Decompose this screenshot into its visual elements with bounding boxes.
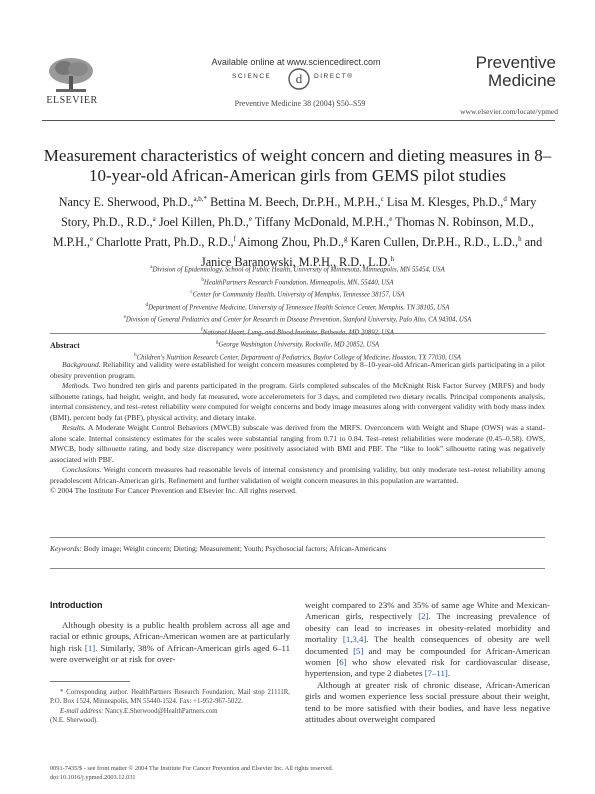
author-affiliation-marker: f	[233, 235, 236, 244]
affiliation-marker: b	[201, 277, 204, 283]
affiliation	[50, 301, 545, 314]
svg-text:d: d	[295, 71, 303, 86]
author: Aimong Zhou, Ph.D.,	[235, 235, 344, 250]
abstract-methods-label: Methods.	[62, 381, 91, 390]
reference-link[interactable]: [1,3,4]	[342, 634, 367, 645]
abstract-conclusions: Weight concern measures had reasonable levels of internal consistency and promising validity, but only moderate test–retest reliability among preadolescent African-American girls. Refinement and further validation of weight concern measures in this population are warranted.	[50, 465, 545, 485]
affiliation	[50, 313, 545, 326]
paper-title: Measurement characteristics of weight concern and dieting measures in 8–10-year-old African-American girls from GEMS pilot studies	[43, 146, 552, 185]
affiliation-marker: d	[145, 302, 149, 308]
abstract-copyright: © 2004 The Institute For Cancer Prevention and Elsevier Inc. All rights reserved.	[50, 486, 297, 495]
abstract-body	[50, 360, 545, 497]
section-heading-introduction: Introduction	[50, 600, 103, 610]
doi[interactable]: doi:10.1016/j.ypmed.2003.12.031	[50, 774, 136, 781]
affiliation-list	[50, 263, 545, 364]
affiliation-marker: c	[190, 290, 193, 296]
abstract-conclusions-label: Conclusions.	[62, 465, 102, 474]
intro-left-column	[50, 620, 290, 666]
intro-right-column	[305, 600, 550, 725]
author: Charlotte Pratt, Ph.D., R.D.,	[93, 235, 234, 250]
publisher-name: ELSEVIER	[46, 95, 98, 106]
keywords-label: Keywords:	[50, 544, 82, 553]
intro-text: . The increasing prevalence of obesity can lead to increases in obesity-related morbidity and mortality	[305, 611, 550, 645]
journal-logo-line2: Medicine	[487, 71, 556, 90]
intro-text: Although at greater risk of chronic disease, African-American girls and women experience less social pressure about their weight, tend to be more satisfied with their bodies, and have less negative attitudes about overweight compared	[305, 679, 550, 725]
author-affiliation-marker: e	[90, 235, 94, 244]
footnote-email-label: E-mail address:	[60, 707, 104, 715]
abstract-results-label: Results.	[62, 423, 86, 432]
footnote	[50, 688, 290, 726]
author: Nancy E. Sherwood, Ph.D.,	[58, 195, 194, 210]
intro-text: . The health consequences of obesity are well documented	[305, 634, 550, 656]
author-affiliation-marker: d	[503, 195, 507, 203]
intro-text: Although obesity is a public health problem across all age and racial or ethnic groups, African-American women are at particularly high risk	[50, 620, 290, 653]
keywords-bottom-rule	[50, 568, 545, 569]
reference-link[interactable]: [1]	[84, 642, 96, 653]
author: Tiffany McDonald, M.P.H.,	[251, 215, 390, 230]
affiliation	[50, 288, 545, 301]
affiliation-text: Department of Preventive Medicine, University of Tennessee Health Science Center, Memphis, TN 38105, USA	[148, 303, 450, 311]
sciencedirect-logo-right: DIRECT®	[314, 73, 354, 80]
author-affiliation-marker: h	[390, 255, 395, 264]
reference-link[interactable]: [7–11]	[424, 668, 448, 679]
front-matter-line: 0091-7435/$ - see front matter © 2004 The Institute For Cancer Prevention and Elsevier Inc. All rights reserved.	[50, 765, 334, 772]
journal-logo	[446, 54, 556, 94]
abstract-background: Reliability and validity were established for weight concern measures completed by 8–10-year-old African-American girls participating in a pilot obesity prevention program.	[50, 360, 545, 380]
footnote-rule	[50, 681, 130, 682]
abstract-results: A Moderate Weight Control Behaviors (MWCB) subscale was derived from the MRFS. Overconcern with Weight and Shape (OWS) was a stand-alone scale. Internal consistency estimates for the scales were substantial ranging from 0.71 to 0.84. Test–retest reliabilities were moderate (0.45–0.58). OWS, MWCB, body silhouette rating, and body size discrepancy were positively associated with BMI and PBF. The “like to look” silhouette rating was negatively associated with PBF.	[50, 423, 545, 464]
author-affiliation-marker: c	[380, 195, 384, 203]
front-matter-info	[50, 764, 550, 782]
affiliation-marker: h	[134, 352, 137, 358]
abstract-top-rule	[50, 333, 545, 334]
author-list	[50, 191, 545, 274]
author: Thomas N. Robinson, M.D., M.P.H.,	[52, 215, 534, 250]
reference-link[interactable]: [6]	[336, 657, 347, 668]
affiliation-marker: a	[150, 265, 153, 270]
abstract-methods: Two hundred ten girls and parents participated in the program. Girls completed subscales of the McKnight Risk Factor Survey (MRFS) and body silhouette ratings, had height, weight, and body fat measured, wore accelerometers for 3 days, and completed two dietary recalls. Principal components analysis, internal consistency, and test–retest reliability were computed for weight concerns and body image measures along with convergent validity with body mass index (BMI), percent body fat (PBF), physical activity, and dietary intake.	[50, 381, 545, 422]
reference-link[interactable]: [5]	[353, 645, 364, 656]
sciencedirect-logo-left: SCIENCE	[232, 73, 272, 80]
author-affiliation-marker: g	[343, 235, 348, 244]
author-affiliation-marker: a	[152, 215, 156, 224]
elsevier-tree-logo	[42, 56, 100, 94]
affiliation-text: Children's Nutrition Research Center, Department of Pediatrics, Baylor College of Medicine, Houston, TX 77030, USA	[136, 354, 461, 362]
intro-text: . Similarly, 38% of African-American girls aged 6–11 were overweight or at risk for over-	[50, 642, 290, 665]
author-affiliation-marker: h	[518, 235, 522, 244]
intro-text: and may be compounded for African-American women	[305, 645, 550, 668]
intro-text: who show elevated risk for cardiovascular disease, hypertension, and type 2 diabetes	[305, 657, 550, 679]
intro-text: .	[447, 668, 451, 679]
reference-link[interactable]: [2]	[418, 611, 429, 622]
journal-logo-line1: Preventive	[475, 53, 556, 72]
sciencedirect-availability: Available online at www.sciencedirect.com	[211, 57, 381, 67]
journal-url[interactable]: www.elsevier.com/locate/ypmed	[460, 107, 558, 116]
abstract-bottom-rule	[50, 537, 545, 538]
affiliation-marker: f	[201, 327, 203, 333]
author-affiliation-marker: a,b,*	[193, 195, 208, 203]
author: Bettina M. Beech, Dr.P.H., M.P.H.,	[207, 195, 381, 210]
affiliation-marker: e	[123, 315, 126, 321]
keywords	[50, 544, 545, 553]
intro-text: weight compared to 23% and 35% of same age White and Mexican-American girls, respectively	[305, 600, 550, 622]
affiliation	[50, 276, 545, 289]
affiliation-text: Division of General Pediatrics and Center for Research in Disease Prevention, Stanford University, Palo Alto, CA 94304, USA	[125, 316, 472, 324]
abstract-heading: Abstract	[50, 341, 80, 350]
author: Joel Killen, Ph.D.,	[155, 215, 249, 230]
journal-citation: Preventive Medicine 38 (2004) S50–S59	[234, 99, 366, 108]
affiliation-marker: g	[215, 340, 219, 346]
author: Lisa M. Klesges, Ph.D.,	[383, 195, 504, 210]
abstract-background-label: Background.	[62, 360, 101, 369]
header-rule	[42, 120, 555, 121]
affiliation-text: Center for Community Health, University of Memphis, Tennessee 38157, USA	[192, 291, 405, 299]
author: and Janice Baranowski, M.P.H., R.D., L.D.	[200, 235, 543, 270]
author-affiliation-marker: e	[248, 215, 252, 224]
footnote-corresponding: * Corresponding author. HealthPartners Research Foundation, Mail stop 21111R, P.O. Box 1524, Minneapolis, MN 55440-1524. Fax: +1-952-967-5022.	[50, 689, 290, 706]
affiliation	[50, 263, 545, 276]
affiliation-text: HealthPartners Research Foundation, Minneapolis, MN, 55440, USA	[203, 278, 394, 286]
affiliation-text: Division of Epidemiology, School of Public Health, University of Minnesota, Minneapolis, MN 55454, USA	[152, 266, 445, 274]
author: Karen Cullen, Dr.P.H., R.D., L.D.,	[347, 235, 519, 250]
affiliation-text: George Washington University, Rockville, MD 20852, USA	[218, 341, 380, 349]
author-affiliation-marker: e	[389, 215, 393, 224]
author: Mary Story, Ph.D., R.D.,	[61, 195, 537, 230]
affiliation	[50, 338, 545, 351]
keywords-text: Body image; Weight concern; Dieting; Measurement; Youth; Psychosocial factors; African-Americans	[81, 544, 387, 553]
footnote-email-name: (N.E. Sherwood).	[50, 717, 98, 725]
footnote-email[interactable]: Nancy.E.Sherwood@HealthPartners.com	[103, 707, 218, 715]
